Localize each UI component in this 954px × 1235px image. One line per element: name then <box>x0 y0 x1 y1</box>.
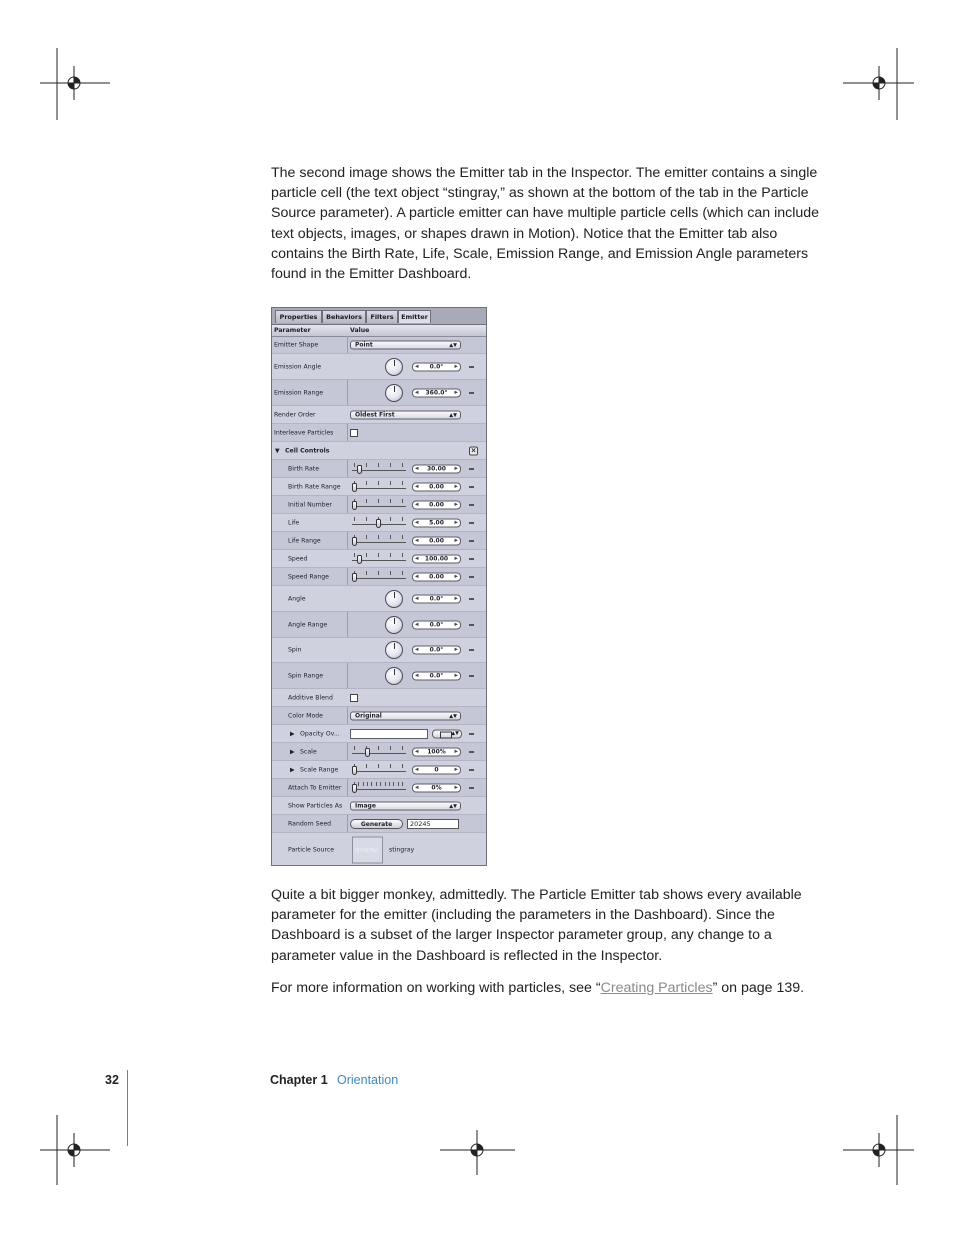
slider-tick <box>402 764 403 768</box>
row-life <box>272 514 486 532</box>
additive-blend-checkbox[interactable] <box>350 694 358 702</box>
param-label: Render Order <box>274 411 316 418</box>
creating-particles-link[interactable]: Creating Particles <box>600 980 713 996</box>
row-scale-range <box>272 761 486 779</box>
scale-range-slider[interactable] <box>350 763 406 777</box>
column-header <box>272 325 486 337</box>
row-color-mode <box>272 707 486 725</box>
row-particle-source <box>272 833 486 866</box>
keyframe-button[interactable] <box>469 751 474 753</box>
slider-tick <box>367 782 368 786</box>
slider-tick <box>390 463 391 467</box>
scale-slider[interactable] <box>350 745 406 759</box>
slider-tick <box>354 746 355 750</box>
disclosure-triangle-icon[interactable]: ▼ <box>275 447 280 454</box>
page-number: 32 <box>105 1073 119 1087</box>
slider-tick <box>366 535 367 539</box>
slider-tick <box>366 517 367 521</box>
slider-tick <box>366 553 367 557</box>
slider-tick <box>390 764 391 768</box>
body-paragraph-2: Quite a bit bigger monkey, admittedly. The Particle Emitter tab shows every available parameter for the emitter (including the parameters in the Dashboard). Since the Dashboard is a subset of the larger Inspector parameter group, any change to a parameter value in the Dashboard is reflected in the Inspector. <box>271 887 802 964</box>
life-range-field[interactable]: ◀ 0.00 ▶ <box>412 536 461 545</box>
keyframe-button[interactable] <box>469 675 474 677</box>
row-initial-number <box>272 496 486 514</box>
keyframe-button[interactable] <box>469 504 474 506</box>
param-label: Speed Range <box>288 573 329 580</box>
spin-dial[interactable] <box>385 641 403 659</box>
row-render-order <box>272 406 486 424</box>
param-label: Attach To Emitter <box>288 784 342 791</box>
keyframe-button[interactable] <box>469 769 474 771</box>
slider-tick <box>390 535 391 539</box>
footer-rule <box>127 1070 128 1146</box>
attach-slider[interactable] <box>350 781 406 795</box>
row-scale <box>272 743 486 761</box>
tab-behaviors[interactable]: Behaviors <box>322 310 366 323</box>
tab-emitter[interactable]: Emitter <box>398 310 431 323</box>
row-spin-range <box>272 663 486 689</box>
life-field[interactable]: ◀ 5.00 ▶ <box>412 518 461 527</box>
slider-tick <box>390 499 391 503</box>
param-label: Speed <box>288 555 308 562</box>
slider-track <box>352 771 406 772</box>
row-show-particles-as <box>272 797 486 815</box>
slider-thumb[interactable] <box>376 519 381 528</box>
slider-tick <box>402 782 403 786</box>
row-additive-blend <box>272 689 486 707</box>
slider-track <box>352 542 406 543</box>
slider-track <box>352 488 406 489</box>
emission-angle-field[interactable]: ◀ 0.0° ▶ <box>412 362 461 371</box>
slider-tick <box>363 782 364 786</box>
angle-field[interactable]: ◀ 0.0° ▶ <box>412 594 461 603</box>
body-paragraph-3: For more information on working with particles, see “Creating Particles” on page 139. <box>271 980 805 996</box>
slider-tick <box>378 463 379 467</box>
slider-tick <box>402 481 403 485</box>
slider-tick <box>390 746 391 750</box>
birth-rate-range-slider[interactable] <box>350 480 406 494</box>
param-label: Random Seed <box>288 820 332 827</box>
param-label: Interleave Particles <box>274 429 334 436</box>
row-attach-to-emitter <box>272 779 486 797</box>
slider-tick <box>378 764 379 768</box>
slider-thumb[interactable] <box>357 555 362 564</box>
speed-field[interactable]: ◀ 100.00 ▶ <box>412 554 461 563</box>
slider-thumb[interactable] <box>365 748 370 757</box>
keyframe-button[interactable] <box>469 366 474 368</box>
row-spin <box>272 638 486 663</box>
slider-tick <box>398 782 399 786</box>
row-emission-range <box>272 380 486 406</box>
angle-range-field[interactable]: ◀ 0.0° ▶ <box>412 620 461 629</box>
group-label: Cell Controls <box>285 447 330 454</box>
param-label: Emission Range <box>274 389 324 396</box>
chapter-label: Chapter 1 <box>270 1073 328 1087</box>
slider-thumb[interactable] <box>352 483 357 492</box>
slider-tick <box>393 782 394 786</box>
column-parameter: Parameter <box>274 327 311 334</box>
keyframe-button[interactable] <box>469 576 474 578</box>
gradient-icon <box>440 731 452 738</box>
slider-thumb[interactable] <box>357 465 362 474</box>
random-seed-field[interactable]: 20245 <box>407 819 459 829</box>
emitter-shape-popup[interactable]: Point ▲▼ <box>350 341 461 350</box>
show-particles-popup[interactable]: Image ▲▼ <box>350 801 461 810</box>
slider-tick <box>390 571 391 575</box>
row-birth-rate <box>272 460 486 478</box>
slider-tick <box>378 553 379 557</box>
initial-number-field[interactable]: ◀ 0.00 ▶ <box>412 500 461 509</box>
row-angle <box>272 586 486 612</box>
emission-range-dial[interactable] <box>385 384 403 402</box>
keyframe-button[interactable] <box>469 468 474 470</box>
keyframe-button[interactable] <box>469 649 474 651</box>
row-speed-range <box>272 568 486 586</box>
slider-tick <box>402 746 403 750</box>
slider-tick <box>390 517 391 521</box>
keyframe-button[interactable] <box>469 787 474 789</box>
row-birth-rate-range <box>272 478 486 496</box>
param-label: Life <box>288 519 300 526</box>
interleave-checkbox[interactable] <box>350 429 358 437</box>
param-label: Emitter Shape <box>274 341 319 349</box>
slider-tick <box>402 517 403 521</box>
slider-tick <box>378 571 379 575</box>
param-label: Angle <box>288 595 306 602</box>
keyframe-button[interactable] <box>469 486 474 488</box>
life-slider[interactable] <box>350 516 406 530</box>
spin-range-dial[interactable] <box>385 667 403 685</box>
slider-tick <box>390 481 391 485</box>
speed-range-field[interactable]: ◀ 0.00 ▶ <box>412 572 461 581</box>
slider-tick <box>390 553 391 557</box>
param-label: Emission Angle <box>274 363 322 370</box>
slider-tick <box>371 782 372 786</box>
scale-range-field[interactable]: ◀ 0 ▶ <box>412 765 461 774</box>
slider-tick <box>402 535 403 539</box>
speed-slider[interactable] <box>350 552 406 566</box>
row-interleave-particles <box>272 424 486 442</box>
slider-tick <box>378 499 379 503</box>
slider-tick <box>354 553 355 557</box>
registration-mark-top-left <box>40 48 110 120</box>
slider-track <box>352 506 406 507</box>
keyframe-button[interactable] <box>469 598 474 600</box>
row-random-seed <box>272 815 486 833</box>
keyframe-button[interactable] <box>469 540 474 542</box>
slider-tick <box>366 481 367 485</box>
slider-track <box>352 578 406 579</box>
emission-range-field[interactable]: ◀ 360.0° ▶ <box>412 388 461 397</box>
param-label: Life Range <box>288 537 321 544</box>
slider-tick <box>366 463 367 467</box>
birth-rate-field[interactable]: ◀ 30.00 ▶ <box>412 464 461 473</box>
row-angle-range <box>272 612 486 638</box>
param-label: Scale <box>300 748 317 755</box>
param-label: Additive Blend <box>288 694 333 701</box>
slider-tick <box>366 499 367 503</box>
column-value: Value <box>350 327 370 334</box>
row-cell-controls <box>272 442 486 460</box>
life-range-slider[interactable] <box>350 534 406 548</box>
birth-rate-slider[interactable] <box>350 462 406 476</box>
param-label: Scale Range <box>300 766 339 773</box>
slider-tick <box>358 782 359 786</box>
param-label: Particle Source <box>288 846 335 854</box>
slider-thumb[interactable] <box>352 501 357 510</box>
particle-source-well[interactable] <box>352 837 383 864</box>
generate-button[interactable]: Generate <box>350 819 403 829</box>
gradient-preset-popup[interactable]: ▲▼ <box>432 729 462 738</box>
slider-tick <box>376 782 377 786</box>
slider-tick <box>354 463 355 467</box>
inspector-tab-bar <box>272 308 486 325</box>
birth-rate-range-field[interactable]: ◀ 0.00 ▶ <box>412 482 461 491</box>
registration-mark-bottom-center <box>440 1130 515 1175</box>
angle-range-dial[interactable] <box>385 616 403 634</box>
row-emitter-shape <box>272 337 486 354</box>
speed-range-slider[interactable] <box>350 570 406 584</box>
keyframe-button[interactable] <box>469 733 474 735</box>
slider-tick <box>378 481 379 485</box>
slider-tick <box>380 782 381 786</box>
color-mode-popup[interactable]: Original ▲▼ <box>350 711 461 720</box>
param-label: Spin <box>288 646 302 654</box>
param-label: Color Mode <box>288 712 323 719</box>
keyframe-button[interactable] <box>469 392 474 394</box>
row-emission-angle <box>272 354 486 380</box>
keyframe-button[interactable] <box>469 624 474 626</box>
tab-properties[interactable]: Properties <box>275 310 322 323</box>
attach-field[interactable]: ◀ 0% ▶ <box>412 783 461 792</box>
row-life-range <box>272 532 486 550</box>
slider-tick <box>402 499 403 503</box>
slider-tick <box>366 571 367 575</box>
emission-angle-dial[interactable] <box>385 358 403 376</box>
keyframe-button[interactable] <box>469 558 474 560</box>
scale-field[interactable]: ◀ 100% ▶ <box>412 747 461 756</box>
row-speed <box>272 550 486 568</box>
slider-tick <box>354 517 355 521</box>
param-label: Opacity Ov... <box>300 730 340 737</box>
slider-thumb[interactable] <box>352 784 357 793</box>
param-label: Birth Rate Range <box>288 483 341 490</box>
disclosure-triangle-icon[interactable]: ▶ <box>290 766 295 773</box>
slider-track <box>352 753 406 754</box>
slider-tick <box>378 535 379 539</box>
particle-source-name: stingray <box>389 846 415 854</box>
disclosure-triangle-icon[interactable]: ▶ <box>290 748 295 755</box>
spin-range-field[interactable]: ◀ 0.0° ▶ <box>412 671 461 680</box>
param-label: Spin Range <box>288 672 324 679</box>
slider-tick <box>385 782 386 786</box>
slider-track <box>352 789 406 790</box>
spin-field[interactable]: ◀ 0.0° ▶ <box>412 646 461 655</box>
disclosure-triangle-icon[interactable]: ▶ <box>290 730 295 737</box>
slider-thumb[interactable] <box>352 766 357 775</box>
group-close-icon[interactable]: × <box>470 446 477 454</box>
angle-dial[interactable] <box>385 590 403 608</box>
slider-tick <box>378 746 379 750</box>
param-label: Show Particles As <box>288 802 343 809</box>
body-paragraph-1: The second image shows the Emitter tab in the Inspector. The emitter contains a single particle cell (the text object “stingray,” as shown at the bottom of the tab in the Particle Source parameter). A particle emitter can have multiple particle cells (which can include text objects, images, or shapes drawn in Motion). Notice that the Emitter tab also contains the Birth Rate, Life, Scale, Emission Range, and Emission Angle parameters found in the Emitter Dashboard. <box>271 165 820 283</box>
slider-tick <box>402 553 403 557</box>
param-label: Angle Range <box>288 621 328 628</box>
chapter-title: Orientation <box>337 1073 399 1087</box>
source-thumbnail-text: stingray <box>355 847 378 853</box>
inspector-panel <box>271 307 487 866</box>
row-opacity-over-life <box>272 725 486 743</box>
render-order-popup[interactable]: Oldest First ▲▼ <box>350 410 461 419</box>
slider-tick <box>389 782 390 786</box>
slider-thumb[interactable] <box>352 573 357 582</box>
slider-tick <box>366 764 367 768</box>
param-label: Initial Number <box>288 501 332 508</box>
initial-number-slider[interactable] <box>350 498 406 512</box>
keyframe-button[interactable] <box>469 522 474 524</box>
opacity-gradient-bar[interactable] <box>350 729 428 739</box>
slider-tick <box>402 463 403 467</box>
slider-thumb[interactable] <box>352 537 357 546</box>
tab-filters[interactable]: Filters <box>366 310 398 323</box>
slider-tick <box>402 571 403 575</box>
param-label: Birth Rate <box>288 465 320 472</box>
